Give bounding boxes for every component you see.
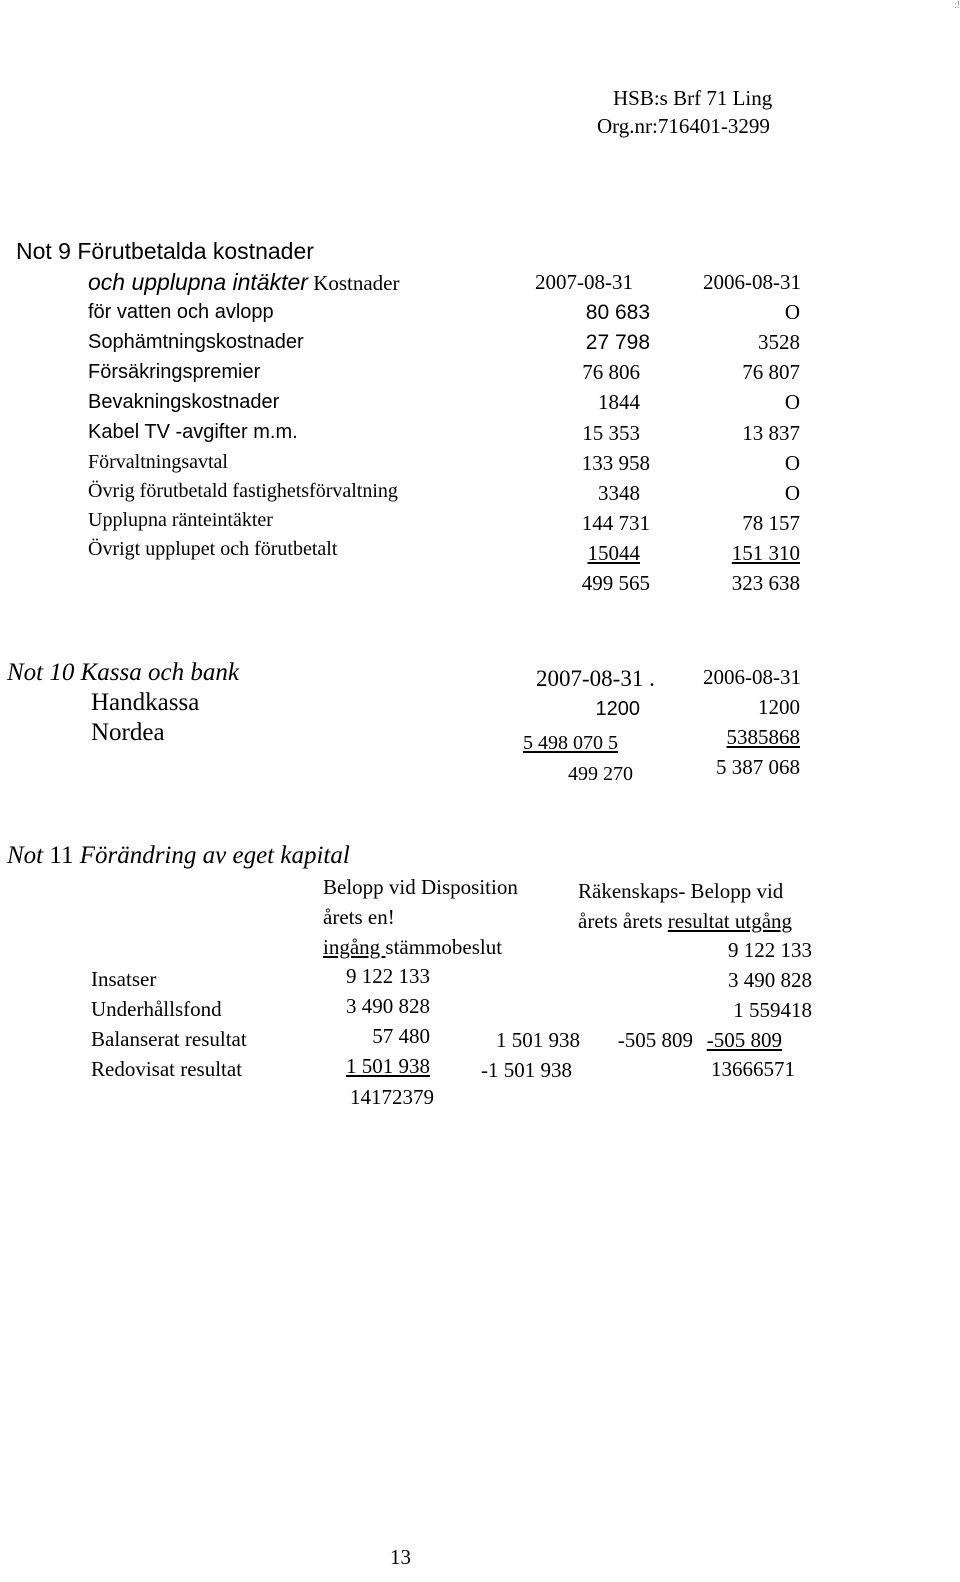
note9-row-label: Bevakningskostnader [88,391,280,413]
note9-row-v2: 76 807 [742,360,800,384]
note9-subtitle [88,271,400,294]
note9-row-v2: O [784,481,800,505]
note11-row-d: 1 559418 [733,998,812,1022]
note11-row-b: -1 501 938 [481,1058,572,1082]
note9-row-v2: O [784,390,800,414]
corner-mark: :! [953,0,960,11]
note9-row-label: Sophämtningskostnader [88,331,304,353]
note9-title: Not 9 Förutbetalda kostnader [16,238,314,264]
note10-row-v2: 1200 [758,695,800,719]
note9-total-1: 499 565 [581,571,650,595]
note10-col2-header: 2006-08-31 [703,665,801,689]
note11-row-a: 57 480 [372,1024,430,1048]
note11-row-d: 3 490 828 [728,968,812,992]
note9-row-v1: 144 731 [581,511,650,535]
note11-header-b2 [578,911,792,932]
note9-total-2: 323 638 [731,571,800,595]
note11-title-rest: Förändring av eget kapital [79,842,350,869]
note10-total-2: 5 387 068 [716,755,800,779]
note11-title-number: 11 [49,842,74,869]
note9-row-v2: 3528 [758,330,800,354]
note11-header-b1: Räkenskaps- Belopp vid [578,879,784,903]
note10-total-1: 499 270 [568,763,633,785]
note11-header-a1: Belopp vid Disposition [323,875,518,899]
note9-row-v1: 80 683 [585,301,650,324]
note10-row-v1: 1200 [595,698,640,720]
note9-row-v1: 3348 [598,481,640,505]
note11-row-d: 13666571 [711,1057,795,1081]
note9-subtitle-italic: och upplupna intäkter [88,269,308,295]
note11-header-b2-pre: årets årets [578,909,668,933]
note9-row-v1: 15044 [587,541,640,565]
note11-row-label: Balanserat resultat [91,1027,247,1051]
note9-row-label: Upplupna ränteintäkter [88,509,273,531]
note9-row-label: Övrigt upplupet och förutbetalt [88,538,338,560]
note10-row-label: Handkassa [91,689,200,716]
note10-row-v1: 5 498 070 5 [523,732,618,754]
note11-title [7,843,350,868]
note9-row-label: för vatten och avlopp [88,301,274,323]
note9-subtitle-rest: Kostnader [307,271,400,295]
note11-row-label: Insatser [91,967,157,991]
note11-row-b: 1 501 938 [496,1028,580,1052]
note9-row-label: Övrig förutbetald fastighetsförvaltning [88,480,398,502]
note11-header-a2: årets en! [323,905,395,929]
note11-title-prefix: Not [7,842,44,869]
note9-row-v1: 133 958 [581,451,650,475]
note11-header-a3 [323,937,502,958]
note9-row-label: Kabel TV -avgifter m.m. [88,421,298,443]
note9-row-v2: O [784,300,800,324]
note9-row-label: Förvaltningsavtal [88,451,228,473]
org-number: Org.nr:716401-3299 [597,114,770,138]
note9-row-v2: 78 157 [742,511,800,535]
note11-header-a3-underlined: ingång [323,935,386,959]
note9-row-label: Försäkringspremier [88,361,261,383]
note9-row-v1: 1844 [598,390,640,414]
note9-row-v1: 27 798 [585,331,650,354]
page-number: 13 [390,1545,411,1569]
note11-total-a: 14172379 [350,1085,434,1109]
note10-col1-header: 2007-08-31 . [536,666,655,691]
note9-row-v2: 151 310 [731,541,800,565]
note11-row-a: 1 501 938 [346,1054,430,1078]
note9-col1-header: 2007-08-31 [535,270,633,294]
note9-row-v2: 13 837 [742,421,800,445]
note10-row-v2: 5385868 [726,725,800,749]
note11-header-a3-rest: stämmobeslut [385,935,503,959]
note9-col2-header: 2006-08-31 [703,270,801,294]
note11-header-b2-underlined: resultat utgång [667,909,793,933]
note11-row-d: -505 809 [706,1028,782,1052]
note11-row-a: 3 490 828 [346,994,430,1018]
note11-row-a: 9 122 133 [346,964,430,988]
note9-row-v2: O [784,451,800,475]
note11-header-b3: 9 122 133 [728,938,812,962]
note9-row-v1: 76 806 [582,360,640,384]
org-name: HSB:s Brf 71 Ling [613,86,773,110]
note9-row-v1: 15 353 [582,421,640,445]
note11-row-label: Underhållsfond [91,997,222,1021]
note11-row-label: Redovisat resultat [91,1057,243,1081]
note10-row-label: Nordea [91,719,165,746]
note11-row-c: -505 809 [617,1028,693,1052]
note10-title: Not 10 Kassa och bank [7,659,239,686]
